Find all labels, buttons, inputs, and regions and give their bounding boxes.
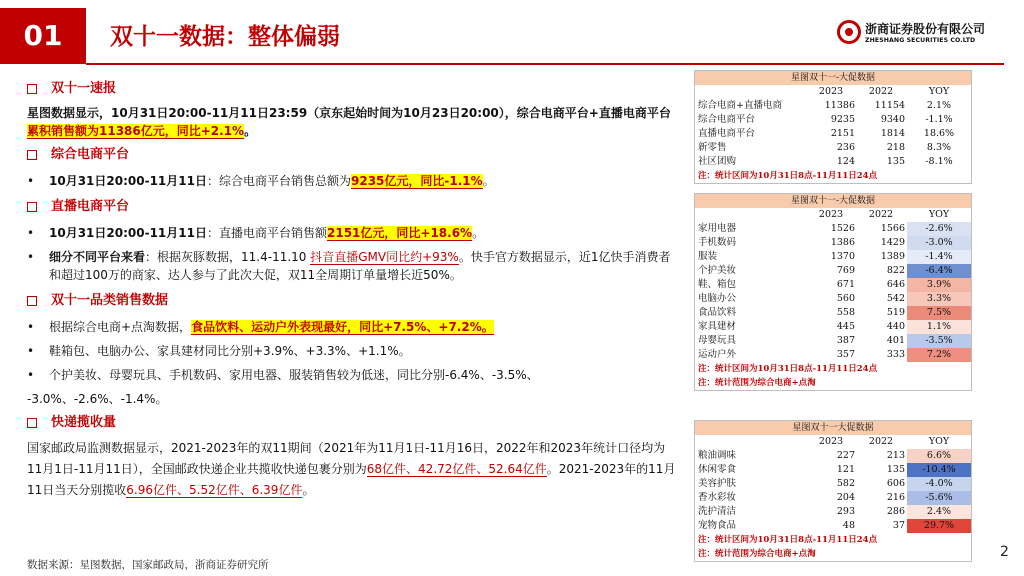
table-header-cell bbox=[695, 85, 807, 99]
table-cell: 美容护肤 bbox=[698, 478, 737, 489]
section-heading-2 bbox=[27, 144, 677, 166]
yoy-cell: -5.6% bbox=[907, 491, 971, 505]
table-cell: 新零售 bbox=[698, 142, 727, 153]
paragraph-summary bbox=[27, 104, 677, 140]
table-cell: 休闲零食 bbox=[698, 464, 737, 475]
table-cell: 37 bbox=[892, 520, 905, 531]
table-cell: 48 bbox=[842, 520, 855, 531]
table-note: 注：统计范围为综合电商+点淘 bbox=[698, 549, 816, 559]
bullet-item bbox=[27, 318, 677, 336]
table-cell: 9340 bbox=[880, 114, 905, 125]
table-row bbox=[695, 320, 971, 334]
text: 根据综合电商+点淘数据， bbox=[49, 320, 192, 334]
table-cell: 11386 bbox=[824, 100, 855, 111]
table-header-cell: YOY bbox=[928, 86, 950, 97]
square-bullet-icon bbox=[27, 150, 37, 160]
text: 。 bbox=[482, 174, 495, 188]
bullet-item bbox=[27, 342, 677, 360]
title-divider bbox=[86, 63, 1004, 65]
section-title: 快递揽收量 bbox=[51, 415, 117, 430]
yoy-cell: 2.1% bbox=[926, 100, 952, 111]
table-cell: 606 bbox=[886, 478, 905, 489]
yoy-cell: 2.4% bbox=[907, 505, 971, 519]
bullet-item bbox=[27, 224, 677, 242]
section-heading-5 bbox=[27, 412, 677, 434]
table-row bbox=[695, 99, 971, 113]
table-cell: 1566 bbox=[880, 223, 905, 234]
table-cell: 1386 bbox=[830, 237, 855, 248]
table-cell: 236 bbox=[836, 142, 855, 153]
red-underline-text: 抖音直播GMV同比约+93% bbox=[310, 250, 459, 264]
table-cell: 母婴玩具 bbox=[698, 335, 737, 346]
table-header-row bbox=[695, 208, 971, 222]
bullet-item bbox=[27, 366, 677, 384]
text: 10月31日20:00-11月11日 bbox=[49, 174, 207, 188]
table-cell: 333 bbox=[886, 349, 905, 360]
data-table bbox=[694, 420, 972, 562]
page-number: 2 bbox=[1000, 544, 1009, 560]
table-row bbox=[695, 505, 971, 519]
highlight-text: 累积销售额为11386亿元，同比+2.1% bbox=[27, 124, 245, 138]
table-cell: 宠物食品 bbox=[698, 520, 737, 531]
table-header-row bbox=[695, 435, 971, 449]
table-note: 注：统计范围为综合电商+点淘 bbox=[698, 378, 816, 388]
table-cell: 手机数码 bbox=[698, 237, 737, 248]
red-underline-text: 68亿件、42.72亿件、52.64亿件 bbox=[366, 462, 547, 476]
table-row bbox=[695, 306, 971, 320]
table-cell: 542 bbox=[886, 293, 905, 304]
text: 。 bbox=[244, 124, 257, 138]
table-cell: 822 bbox=[886, 265, 905, 276]
table-cell: 香水彩妆 bbox=[698, 492, 737, 503]
table-cell: 综合电商+直播电商 bbox=[698, 100, 782, 111]
yoy-cell: -3.0% bbox=[907, 236, 971, 250]
table-cell: 286 bbox=[886, 506, 905, 517]
table-header-cell: 2022 bbox=[868, 86, 894, 97]
table-header-cell bbox=[695, 208, 807, 222]
section-title: 直播电商平台 bbox=[51, 199, 130, 214]
table-cell: 个护美妆 bbox=[698, 265, 737, 276]
yoy-cell: 8.3% bbox=[926, 142, 952, 153]
text: 。快手官方数据显示，近1亿快手消费者和超过100万的商家、达人参与了此次大促，双11全周期订单量增长近50%。 bbox=[49, 250, 671, 282]
table-cell: 社区团购 bbox=[698, 156, 737, 167]
table-cell: 食品饮料 bbox=[698, 307, 737, 318]
table-cell: 1429 bbox=[880, 237, 905, 248]
table-cell: 鞋、箱包 bbox=[698, 279, 737, 290]
logo-chinese-name: 浙商证券股份有限公司 bbox=[865, 22, 986, 36]
bullet-item bbox=[27, 172, 677, 190]
table-cell: 直播电商平台 bbox=[698, 128, 756, 139]
bullet-dot-icon: • bbox=[27, 250, 35, 264]
text: 鞋箱包、电脑办公、家具建材同比分别+3.9%、+3.3%、+1.1%。 bbox=[49, 344, 411, 358]
table-note: 注：统计区间为10月31日8点-11月11日24点 bbox=[698, 171, 878, 181]
table-row bbox=[695, 236, 971, 250]
highlight-text: 食品饮料、运动户外表现最好，同比+7.5%、+7.2%。 bbox=[191, 320, 494, 334]
table-cell: 440 bbox=[886, 321, 905, 332]
table-cell: 582 bbox=[836, 478, 855, 489]
table-cell: 218 bbox=[886, 142, 905, 153]
section-number-badge: 01 bbox=[0, 8, 86, 64]
section-title: 双十一速报 bbox=[51, 81, 117, 96]
bullet-dot-icon: • bbox=[27, 344, 35, 358]
text: ：根据灰豚数据，11.4-11.10 bbox=[145, 250, 311, 264]
data-table bbox=[694, 70, 972, 184]
table-cell: 1814 bbox=[880, 128, 905, 139]
highlight-text: 9235亿元，同比-1.1% bbox=[351, 174, 483, 188]
table-row bbox=[695, 278, 971, 292]
text: 个护美妆、母婴玩具、手机数码、家用电器、服装销售较为低迷，同比分别-6.4%、-3.5%、 bbox=[49, 368, 539, 382]
table-row bbox=[695, 222, 971, 236]
table-cell: 769 bbox=[836, 265, 855, 276]
yoy-cell: 7.5% bbox=[907, 306, 971, 320]
table-cell: 2151 bbox=[830, 128, 855, 139]
table-header-cell bbox=[695, 435, 807, 449]
table-header-cell: 2023 bbox=[818, 436, 844, 447]
company-logo bbox=[837, 18, 1007, 52]
table-row bbox=[695, 491, 971, 505]
yoy-cell: -8.1% bbox=[925, 156, 953, 167]
page-title: 双十一数据：整体偏弱 bbox=[110, 24, 340, 50]
yoy-cell: 3.9% bbox=[907, 278, 971, 292]
red-underline-text: 6.96亿件、5.52亿件、6.39亿件 bbox=[126, 483, 303, 497]
section-heading-3 bbox=[27, 196, 677, 218]
table-row bbox=[695, 348, 971, 362]
table-cell: 综合电商平台 bbox=[698, 114, 756, 125]
table-cell: 1389 bbox=[880, 251, 905, 262]
table-cell: 电脑办公 bbox=[698, 293, 737, 304]
section-heading-1 bbox=[27, 78, 677, 100]
table-row bbox=[695, 292, 971, 306]
highlight-text: 2151亿元，同比+18.6% bbox=[327, 226, 473, 240]
table-header-cell: 2022 bbox=[868, 209, 894, 220]
table-row bbox=[695, 113, 971, 127]
yoy-cell: -1.1% bbox=[925, 114, 953, 125]
yoy-cell: 1.1% bbox=[907, 320, 971, 334]
table-row bbox=[695, 155, 971, 169]
table-cell: 11154 bbox=[874, 100, 905, 111]
table-row bbox=[695, 141, 971, 155]
table-cell: 9235 bbox=[830, 114, 855, 125]
text: 10月31日20:00-11月11日 bbox=[49, 226, 207, 240]
table-cell: 519 bbox=[886, 307, 905, 318]
text: 国家邮政局监测数据显示，2021-2023年的双11期间（2021年为11月1日-11月16日，2022年和2023年统计口径均为11月1日-11月11日），全国邮政快递企业共揽收快递包裹分别为 bbox=[27, 441, 666, 476]
bullet-continuation: -3.0%、-2.6%、-1.4%。 bbox=[27, 392, 168, 406]
table-row bbox=[695, 250, 971, 264]
text: ：直播电商平台销售额 bbox=[206, 226, 327, 240]
table-cell: 1526 bbox=[830, 223, 855, 234]
paragraph-express bbox=[27, 438, 677, 501]
text: 。 bbox=[472, 226, 485, 240]
bullet-item bbox=[27, 248, 677, 284]
bullet-dot-icon: • bbox=[27, 320, 35, 334]
bullet-dot-icon: • bbox=[27, 226, 35, 240]
table-header-cell: 2022 bbox=[868, 436, 894, 447]
yoy-cell: -6.4% bbox=[907, 264, 971, 278]
section-title: 双十一品类销售数据 bbox=[51, 293, 169, 308]
table-cell: 121 bbox=[836, 464, 855, 475]
table-cell: 671 bbox=[836, 279, 855, 290]
square-bullet-icon bbox=[27, 84, 37, 94]
text: 。2021-2023年的11月11日当天分别揽收 bbox=[27, 462, 676, 497]
table-row bbox=[695, 264, 971, 278]
table-row bbox=[695, 519, 971, 533]
table-cell: 家用电器 bbox=[698, 223, 737, 234]
table-row bbox=[695, 477, 971, 491]
content-left bbox=[27, 76, 677, 505]
table-cell: 服装 bbox=[698, 251, 718, 262]
logo-english-name: ZHESHANG SECURITIES CO.LTD bbox=[865, 37, 976, 44]
table-row bbox=[695, 463, 971, 477]
table-cell: 401 bbox=[886, 335, 905, 346]
table-cell: 560 bbox=[836, 293, 855, 304]
square-bullet-icon bbox=[27, 202, 37, 212]
table-cell: 粮油调味 bbox=[698, 450, 737, 461]
text: 星图数据显示，10月31日20:00-11月11日23:59（京东起始时间为10月23日20:00），综合电商平台+直播电商平台 bbox=[27, 106, 671, 120]
yoy-cell: -1.4% bbox=[907, 250, 971, 264]
bullet-dot-icon: • bbox=[27, 174, 35, 188]
table-title: 星图双十一-大促数据 bbox=[695, 71, 971, 85]
bullet-dot-icon: • bbox=[27, 368, 35, 382]
section-title: 综合电商平台 bbox=[51, 147, 130, 162]
table-cell: 运动户外 bbox=[698, 349, 737, 360]
yoy-cell: -3.5% bbox=[907, 334, 971, 348]
logo-icon bbox=[837, 20, 861, 44]
table-cell: 558 bbox=[836, 307, 855, 318]
table-header-row bbox=[695, 85, 971, 99]
yoy-cell: -10.4% bbox=[907, 463, 971, 477]
table-title: 星图双十一-大促数据 bbox=[695, 194, 971, 208]
table-cell: 204 bbox=[836, 492, 855, 503]
table-row bbox=[695, 334, 971, 348]
table-cell: 家具建材 bbox=[698, 321, 737, 332]
table-cell: 216 bbox=[886, 492, 905, 503]
yoy-cell: 18.6% bbox=[923, 128, 955, 139]
table-note: 注：统计区间为10月31日8点-11月11日24点 bbox=[698, 364, 878, 374]
yoy-cell: -2.6% bbox=[907, 222, 971, 236]
yoy-cell: 6.6% bbox=[907, 449, 971, 463]
table-cell: 445 bbox=[836, 321, 855, 332]
table-row bbox=[695, 127, 971, 141]
table-cell: 135 bbox=[886, 156, 905, 167]
data-source-note: 数据来源：星图数据，国家邮政局，浙商证券研究所 bbox=[27, 559, 269, 571]
table-cell: 124 bbox=[836, 156, 855, 167]
table-cell: 227 bbox=[836, 450, 855, 461]
yoy-cell: 29.7% bbox=[907, 519, 971, 533]
table-title: 星图双十一大促数据 bbox=[695, 421, 971, 435]
table-header-cell: 2023 bbox=[818, 209, 844, 220]
table-cell: 135 bbox=[886, 464, 905, 475]
yoy-cell: 7.2% bbox=[907, 348, 971, 362]
table-cell: 646 bbox=[886, 279, 905, 290]
text: 细分不同平台来看 bbox=[49, 250, 146, 264]
table-cell: 1370 bbox=[830, 251, 855, 262]
table-cell: 387 bbox=[836, 335, 855, 346]
table-cell: 357 bbox=[836, 349, 855, 360]
text: ：综合电商平台销售总额为 bbox=[206, 174, 351, 188]
table-note: 注：统计区间为10月31日8点-11月11日24点 bbox=[698, 535, 878, 545]
data-table bbox=[694, 193, 972, 391]
text: 。 bbox=[302, 483, 315, 497]
table-cell: 洗护清洁 bbox=[698, 506, 737, 517]
table-header-cell: 2023 bbox=[818, 86, 844, 97]
table-cell: 293 bbox=[836, 506, 855, 517]
table-cell: 213 bbox=[886, 450, 905, 461]
square-bullet-icon bbox=[27, 418, 37, 428]
section-heading-4 bbox=[27, 290, 677, 312]
table-header-cell: YOY bbox=[928, 436, 950, 447]
yoy-cell: -4.0% bbox=[907, 477, 971, 491]
square-bullet-icon bbox=[27, 296, 37, 306]
table-header-cell: YOY bbox=[928, 209, 950, 220]
yoy-cell: 3.3% bbox=[907, 292, 971, 306]
table-row bbox=[695, 449, 971, 463]
